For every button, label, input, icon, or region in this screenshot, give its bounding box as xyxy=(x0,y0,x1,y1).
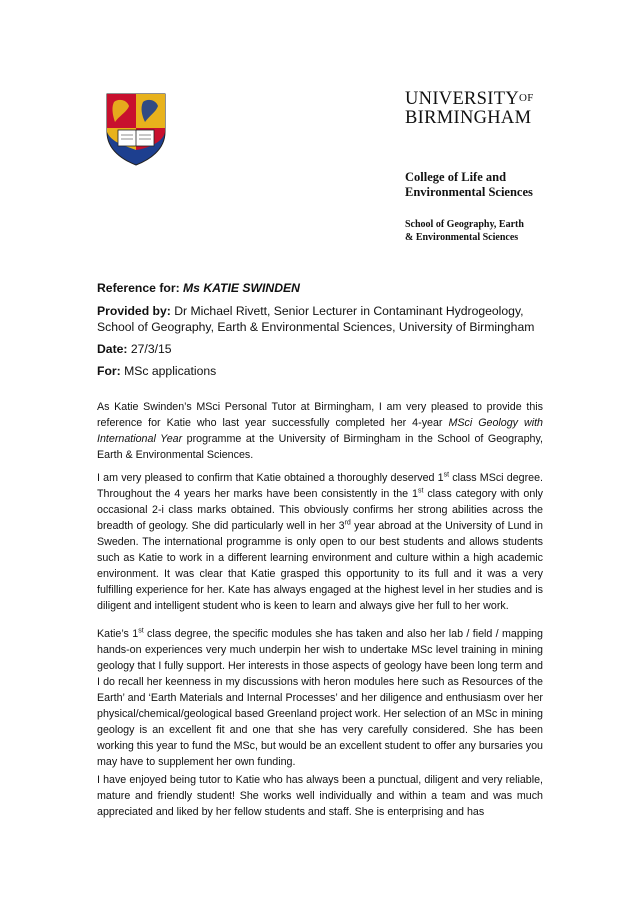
college-name: College of Life and Environmental Sciences xyxy=(405,170,533,199)
provided-by: Provided by: Dr Michael Rivett, Senior Lecturer in Contaminant Hydrogeology, School of Geography, Earth & Environmental Sciences, University of Birmingham xyxy=(97,304,535,334)
paragraph-3: Katie’s 1st class degree, the specific modules she has taken and also her lab / field / mapping hands-on experiences very much underpin her wish to undertake MSc level training in mining geology that I fully support. Her interests in those aspects of geology have been long term and I do recall her keenness in my discussions with heron modules here such as Resources of the Earth’ and ‘Earth Materials and Internal Processes’ and her diligence and enthusiasm over her physical/chemical/geological based Greenland project work. Her selection of an MSc in mining geology is an excellent fit and one that she has very carefully considered. She has been working this year to fund the MSc, but would be an excellent student to offer any bursaries you may have to supplement her own funding. xyxy=(97,627,543,769)
for-line: For: MSc applications xyxy=(97,364,217,378)
school-name: School of Geography, Earth & Environmental Sciences xyxy=(405,219,524,243)
paragraph-4: I have enjoyed being tutor to Katie who has always been a punctual, diligent and very reliable, mature and friendly student! She works well individually and within a team and was much appreciated and liked by her fellow students and staff. She is enterprising and has xyxy=(97,774,543,819)
paragraph-2: I am very pleased to confirm that Katie obtained a thoroughly deserved 1st class MSci degree. Throughout the 4 years her marks have been consistently in the 1st class category with only occasional 2-i class marks obtained. This obviously confirms her strong abilities across the breadth of geology. She did particularly well in her 3rd year abroad at the University of Lund in Sweden. The international programme is only open to our best students and allows students such as Katie to work in a different learning environment and culture within a high academic environment. It was clear that Katie grasped this opportunity to its full and it was a very fulfilling experience for her. Kate has always engaged at the highest level in her studies and is diligent and intelligent student who is keen to learn and always give her full to her work. xyxy=(97,471,543,613)
reference-for: Reference for: Ms KATIE SWINDEN xyxy=(97,281,300,295)
paragraph-1: As Katie Swinden’s MSci Personal Tutor at Birmingham, I am very pleased to provide this reference for Katie who last year successfully completed her 4-year MSci Geology with International Year programme at the University of Birmingham in the School of Geography, Earth & Environmental Sciences. xyxy=(97,401,543,462)
university-crest-icon xyxy=(105,92,167,167)
university-wordmark: $UNIVERSITY^{OF}$ BIRMINGHAM xyxy=(405,89,534,128)
date-line: Date: 27/3/15 xyxy=(97,342,172,356)
